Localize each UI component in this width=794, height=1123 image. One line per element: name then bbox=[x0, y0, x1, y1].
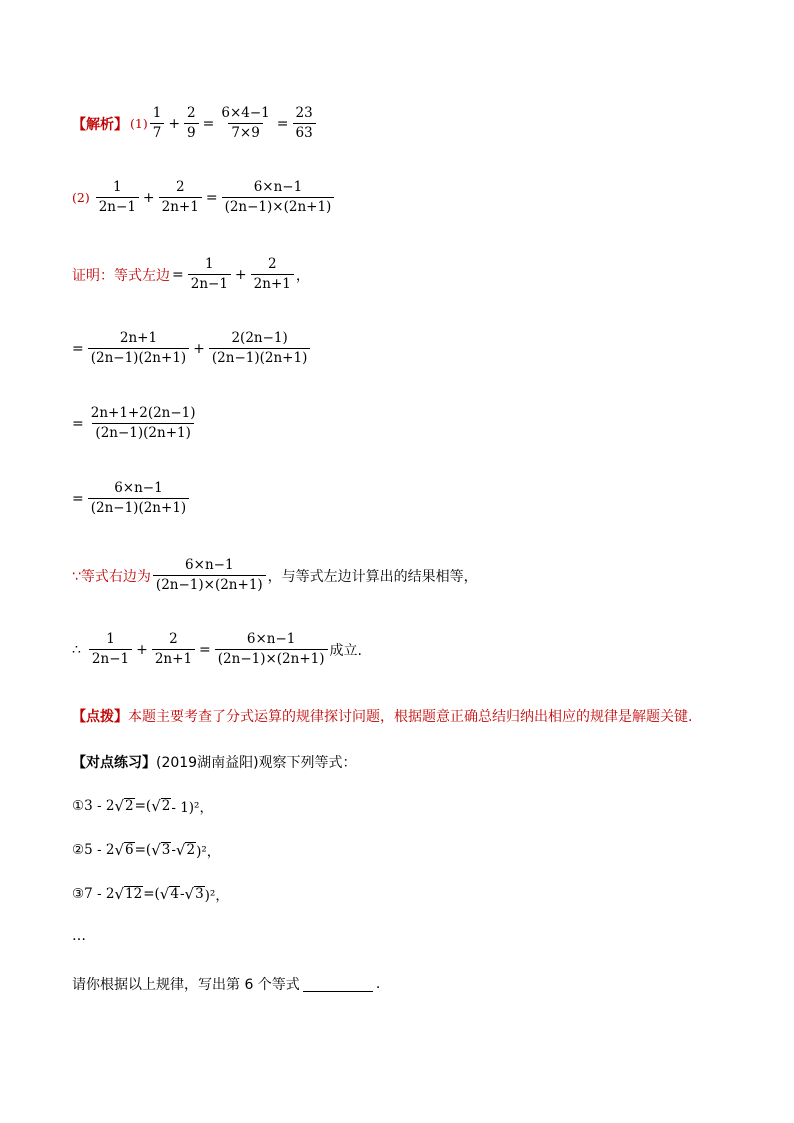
fraction: $\frac{6\times n-1}{(2n-1)\times(2n+1)}$ bbox=[215, 632, 328, 667]
proof-intro: 证明：等式左边 bbox=[72, 267, 170, 284]
ellipsis: … bbox=[72, 928, 86, 944]
fraction: $\frac{2}{9}$ bbox=[184, 106, 199, 141]
fraction: $\frac{23}{63}$ bbox=[293, 106, 316, 141]
because-tail: ，与等式左边计算出的结果相等， bbox=[267, 568, 478, 585]
answer-blank[interactable] bbox=[303, 977, 373, 992]
practice-tag: 【对点练习】 bbox=[72, 755, 156, 771]
fraction: $\frac{2n+1+2(2n-1)}{(2n-1)(2n+1)}$ bbox=[90, 405, 196, 441]
sqrt: √ 12 bbox=[114, 884, 143, 903]
practice-text: (2019湖南益阳)观察下列等式： bbox=[156, 755, 357, 771]
sqrt: √ 3 bbox=[184, 884, 204, 903]
hint-line bbox=[72, 706, 692, 726]
sqrt: √ 3 bbox=[151, 840, 171, 859]
sqrt: √ 2 bbox=[114, 796, 134, 815]
because-lead: ∵等式右边为 bbox=[72, 568, 151, 585]
equation-1: ① 3 - 2 √ 2 =( √ 2 - 1)²， bbox=[72, 796, 213, 816]
fraction: $\frac{1}{2n-1}$ bbox=[188, 257, 231, 292]
fraction: $\frac{6\times n-1}{(2n-1)\times(2n+1)}$ bbox=[153, 558, 266, 593]
therefore-tail: 成立. bbox=[329, 642, 362, 659]
fraction: $\frac{2(2n-1)}{(2n-1)(2n+1)}$ bbox=[209, 331, 310, 366]
fraction: $\frac{6\times n-1}{(2n-1)(2n+1)}$ bbox=[88, 481, 189, 516]
practice-line bbox=[72, 752, 357, 772]
proof-step-3: = $\frac{6\times n-1}{(2n-1)(2n+1)}$ bbox=[72, 481, 191, 516]
sqrt: √ 2 bbox=[151, 796, 171, 815]
proof-step-1: = $\frac{2n+1}{(2n-1)(2n+1)}$ + $\frac{2(2n-1)}{(2n-1)(2n+1)}$ bbox=[72, 331, 312, 366]
sqrt: √ 4 bbox=[159, 884, 179, 903]
part-2-label: (2) bbox=[72, 190, 90, 206]
therefore-line: ∴ $\frac{1}{2n-1}$ + $\frac{2}{2n+1}$ = $\frac{6\times n-1}{(2n-1)\times(2n+1)}$ 成立. bbox=[72, 631, 362, 667]
question-line: 请你根据以上规律，写出第 6 个等式 . bbox=[72, 976, 381, 993]
fraction: $\frac{2}{2n+1}$ bbox=[251, 257, 294, 292]
fraction: $\frac{2n+1}{(2n-1)(2n+1)}$ bbox=[88, 331, 189, 366]
hint-tag: 【点拨】 bbox=[72, 709, 128, 725]
fraction: $\frac{2}{2n+1}$ bbox=[159, 180, 202, 215]
sqrt: √ 2 bbox=[175, 840, 196, 859]
part-1-label: (1) bbox=[130, 116, 148, 132]
question-text: 请你根据以上规律，写出第 6 个等式 bbox=[72, 977, 300, 993]
proof-step-2: = $\frac{2n+1+2(2n-1)}{(2n-1)(2n+1)}$ bbox=[72, 406, 201, 441]
hint-text: 本题主要考查了分式运算的规律探讨问题，根据题意正确总结归纳出相应的规律是解题关键. bbox=[128, 709, 693, 725]
because-line bbox=[72, 558, 478, 593]
therefore-symbol: ∴ bbox=[72, 641, 81, 658]
fraction: $\frac{1}{2n-1}$ bbox=[96, 180, 139, 215]
fraction: $\frac{6\times 4-1}{7\times 9}$ bbox=[221, 105, 270, 141]
sqrt: √ 6 bbox=[114, 840, 134, 859]
analysis-tag: 【解析】 bbox=[72, 116, 128, 133]
equation-2: ② 5 - 2 √ 6 =( √ 3 - √ 2 )²， bbox=[72, 840, 221, 860]
analysis-line-1: 【解析】 (1) $\frac{1}{7}$ + $\frac{2}{9}$ = $\frac{6\times 4-1}{7\times 9}$ = $\frac{23}{63}$ bbox=[72, 106, 318, 141]
part-2-line: (2) $\frac{1}{2n-1}$ + $\frac{2}{2n+1}$ = $\frac{6\times n-1}{(2n-1)\times(2n+1)}$ bbox=[72, 180, 336, 215]
proof-line: 证明：等式左边 = $\frac{1}{2n-1}$ + $\frac{2}{2n+1}$ ， bbox=[72, 256, 310, 292]
equation-3: ③ 7 - 2 √ 12 =( √ 4 - √ 3 )²， bbox=[72, 884, 229, 904]
fraction: $\frac{1}{2n-1}$ bbox=[89, 632, 132, 667]
fraction: $\frac{2}{2n+1}$ bbox=[152, 632, 195, 667]
fraction: $\frac{1}{7}$ bbox=[150, 106, 165, 141]
fraction: $\frac{6\times n-1}{(2n-1)\times(2n+1)}$ bbox=[222, 180, 335, 215]
